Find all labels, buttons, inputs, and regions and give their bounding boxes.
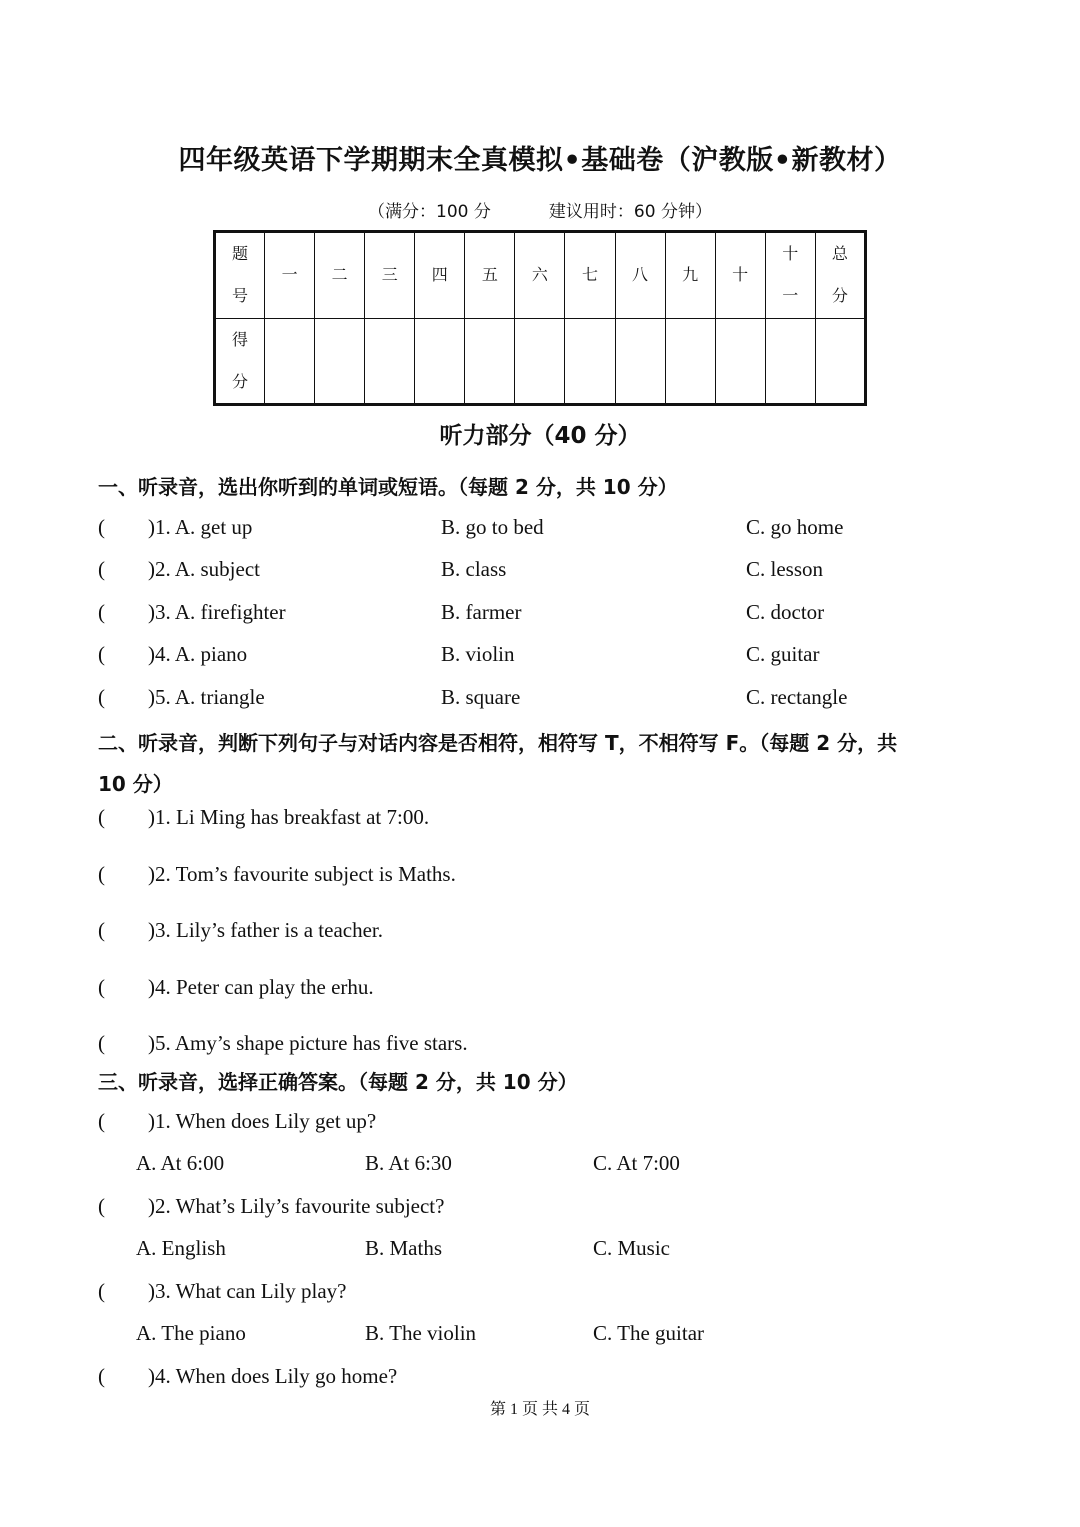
column-header: 十 一 — [765, 232, 815, 319]
column-header: 一 — [265, 232, 315, 319]
score-table-header-row — [215, 232, 866, 319]
part1-heading: 一、听录音，选出你听到的单词或短语。（每题 2 分，共 10 分） — [98, 475, 678, 499]
page-title: 四年级英语下学期期末全真模拟•基础卷（沪教版•新教材） — [178, 145, 902, 176]
part2-heading: 二、听录音，判断下列句子与对话内容是否相符，相符写 T，不相符写 F。（每题 2 分，共 — [98, 731, 898, 755]
score-cell[interactable] — [615, 318, 665, 405]
exam-info — [0, 197, 1080, 222]
column-header: 九 — [665, 232, 715, 319]
score-cell[interactable] — [765, 318, 815, 405]
score-cell[interactable] — [715, 318, 765, 405]
score-cell[interactable] — [515, 318, 565, 405]
score-cell[interactable] — [465, 318, 515, 405]
score-cell[interactable] — [365, 318, 415, 405]
column-header: 三 — [365, 232, 415, 319]
total-header: 总 分 — [815, 232, 865, 319]
column-header: 二 — [315, 232, 365, 319]
score-cell[interactable] — [415, 318, 465, 405]
part2-heading-cont: 10 分） — [98, 772, 173, 796]
column-header: 十 — [715, 232, 765, 319]
header-label-cell: 题 号 — [215, 232, 265, 319]
score-table — [213, 230, 867, 406]
column-header: 八 — [615, 232, 665, 319]
column-header: 四 — [415, 232, 465, 319]
score-cell[interactable] — [565, 318, 615, 405]
listening-section-title: 听力部分（40 分） — [439, 423, 641, 449]
page-footer: 第 1 页 共 4 页 — [489, 1401, 590, 1418]
full-score-text: （满分：100 分 — [368, 202, 491, 222]
score-cell[interactable] — [315, 318, 365, 405]
score-cell[interactable] — [815, 318, 865, 405]
score-table-score-row — [215, 318, 866, 405]
score-cell[interactable] — [265, 318, 315, 405]
suggested-time-text: 建议用时：60 分钟） — [548, 202, 712, 222]
score-cell[interactable] — [665, 318, 715, 405]
score-label-cell: 得 分 — [215, 318, 265, 405]
column-header: 七 — [565, 232, 615, 319]
part3-heading: 三、听录音，选择正确答案。（每题 2 分，共 10 分） — [98, 1070, 578, 1094]
column-header: 六 — [515, 232, 565, 319]
column-header: 五 — [465, 232, 515, 319]
